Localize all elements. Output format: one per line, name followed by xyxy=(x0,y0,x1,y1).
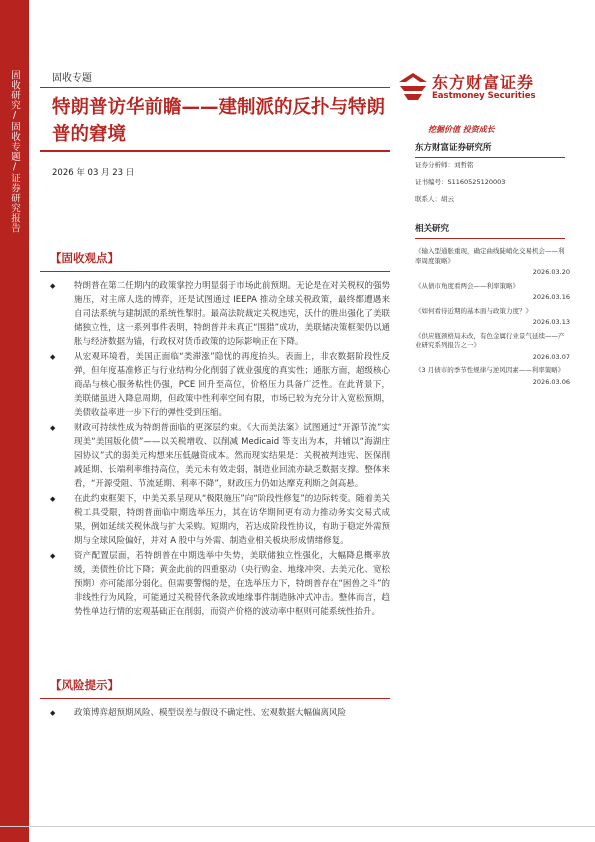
bullet-item xyxy=(50,350,390,420)
related-research-item[interactable] xyxy=(415,366,570,387)
title-underline xyxy=(40,150,390,152)
risk-bullet-list xyxy=(50,706,390,721)
bullet-text: 从宏观环境看，美国正面临“类滞涨”隐忧的再度抬头。表面上，非农数据阶段性反弹，但年度基准修正与行业结构分化削弱了就业强度的真实性；通胀方面，超级核心商品与核心服务粘性仍强，PCE 回升至高位，价格压力具备广泛性。在此背景下，美联储虽进入降息周期，但政策中性利率空间有限，市场已较为充分计入宽松预期，美债收益率进一步下行的弹性受到压缩。 xyxy=(74,352,390,418)
related-research-date: 2026.03.07 xyxy=(532,352,570,361)
contact-person: 联系人：胡云 xyxy=(415,195,454,203)
risk-heading: 【风险提示】 xyxy=(50,678,119,692)
related-research-item[interactable] xyxy=(415,332,570,363)
diamond-bullet-icon: ◆ xyxy=(50,353,56,361)
bullet-item xyxy=(50,706,390,720)
risk-heading-rule xyxy=(40,698,390,699)
brand-logo xyxy=(396,70,556,120)
report-date: 2026 年 03 月 23 日 xyxy=(52,168,135,178)
diamond-bullet-icon: ◆ xyxy=(50,552,56,560)
view-heading: 【固收观点】 xyxy=(50,251,119,265)
certificate-number: 证书编号：S1160525120003 xyxy=(415,178,506,186)
related-research-item[interactable] xyxy=(415,282,570,303)
diamond-bullet-icon: ◆ xyxy=(50,424,56,432)
related-research-item[interactable] xyxy=(415,247,570,278)
bullet-text: 在此约束框架下，中美关系呈现从“极限施压”向“阶段性修复”的边际转变。随着美关税工具受限，特朗普面临中期选举压力，其在访华期间更有动力推动务实交易式成果，例如延续关税休战与扩大采购。短期内，若达成阶段性协议，有助于稳定外需预期与全球风险偏好，并对 A 股中与外需、制造业相关板块形成情绪修复。 xyxy=(74,494,390,546)
bullet-item xyxy=(50,549,390,619)
related-research-list xyxy=(415,247,570,391)
brand-name-en: Eastmoney Securities xyxy=(432,91,536,101)
related-research-link[interactable]: 《如何看待近期的基本面与政策力度？》 xyxy=(415,306,532,315)
related-research-link[interactable]: 《输入型通胀重现，确定曲线陡峭化交易机会——利率周度策略》 xyxy=(415,247,565,265)
footer-rule xyxy=(0,826,595,827)
related-research-date: 2026.03.16 xyxy=(532,293,570,301)
diamond-bullet-icon: ◆ xyxy=(50,709,56,717)
report-type: 固收专题 xyxy=(52,73,92,84)
related-research-link[interactable]: 《3 月债市的季节性规律与逆风因素——利率策略》 xyxy=(415,366,565,374)
related-research-date: 2026.03.20 xyxy=(532,268,570,276)
header-rule xyxy=(40,87,390,88)
diamond-bullet-icon: ◆ xyxy=(50,495,56,503)
bullet-text: 特朗普在第二任期内的政策掌控力明显弱于市场此前预期。无论是在对关税权的强势施压，对主席人选的博弈，还是试图通过 IEEPA 推动全球关税政策，最终都遭遇来自司法系统与建制派的系统性掣肘。最高法院裁定关税违宪，沃什的胜出强化了美联储独立性，这一系列事件表明，特朗普并未真正“围猎”成功，美联储决策框架仍以通胀与经济数据为锚，行政权对货币政策的边际影响正在下降。 xyxy=(74,281,390,347)
related-research-date: 2026.03.13 xyxy=(532,318,570,326)
bullet-item xyxy=(50,279,390,349)
related-research-link[interactable]: 《从债市角度看两会——利率策略》 xyxy=(415,281,519,290)
side-label: 固收研究/固收专题/证券研究报告 xyxy=(9,70,20,233)
bullet-item xyxy=(50,421,390,491)
diamond-bullet-icon: ◆ xyxy=(50,282,56,290)
bullet-text: 财政可持续性成为特朗普面临的更深层约束。《大而美法案》试图通过“开源节流”实现美“美国版化债”——以关税增收、以削减 Medicaid 等支出为本，并辅以“海湖庄园协议”式的弱美元构想来压低融资成本。然而现实结果是：关税被判违宪、医保削减延期、长端利率维持高位，美元未有效走弱，制造业回流亦缺乏数据支撑。整体来看，“开源受阻、节流延期、利率不降”，财政压力仍如达摩克利斯之剑高悬。 xyxy=(74,423,390,489)
bullet-text: 资产配置层面，若特朗普在中期选举中失势，美联储独立性强化，大幅降息概率放缓，美债性价比下降；黄金此前的四重驱动（央行购金、地缘冲突、去美元化、宽松预期）亦可能部分弱化。但需要警惕的是，在选举压力下，特朗普存在“困兽之斗”的非线性行为风险，可能通过关税替代条款或地缘事件制造脉冲式冲击。整体而言，趋势性单边行情的宏观基础正在削弱，而资产价格的波动率中枢则可能系统性抬升。 xyxy=(74,551,390,617)
brand-name: 东方财富证券 xyxy=(432,73,535,92)
report-title: 特朗普访华前瞻——建制派的反扑与特朗普的窘境 xyxy=(52,97,386,145)
related-research-date: 2026.03.06 xyxy=(532,377,570,386)
bullet-text: 政策博弈超预期风险、模型误差与假设不确定性、宏观数据大幅偏离风险 xyxy=(74,708,347,718)
view-heading-rule xyxy=(40,271,390,272)
institute-title: 东方财富证券研究所 xyxy=(415,141,565,158)
brand-slogan: 挖掘价值 投资成长 xyxy=(428,125,495,134)
related-research-link[interactable]: 《供应瓶颈格局未改，有色金属行业景气延续——产业研究系列报告之一》 xyxy=(415,331,565,349)
view-bullet-list xyxy=(50,279,390,620)
side-strip xyxy=(0,0,29,842)
analyst-name: 证券分析师：刘哲铭 xyxy=(415,161,474,169)
related-research-title: 相关研究 xyxy=(415,222,565,239)
bullet-item xyxy=(50,492,390,548)
related-research-item[interactable] xyxy=(415,307,570,328)
